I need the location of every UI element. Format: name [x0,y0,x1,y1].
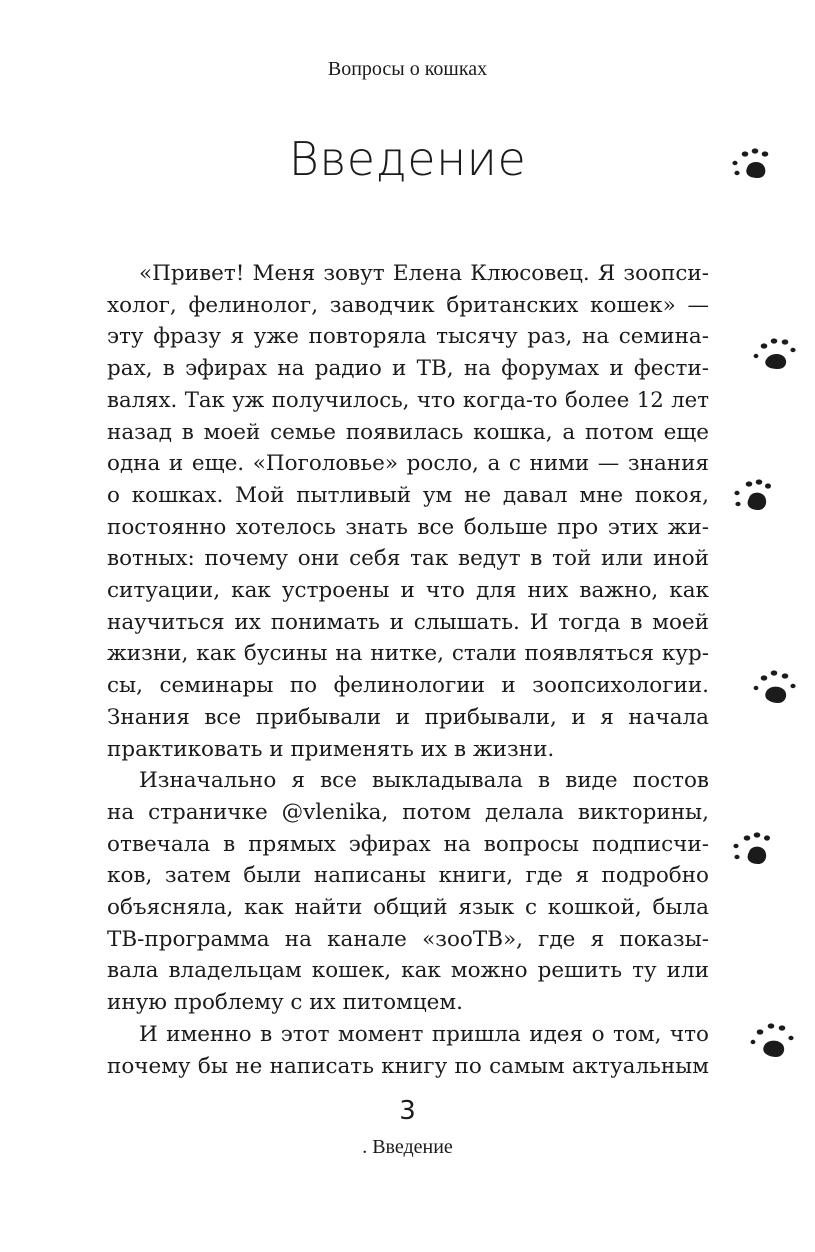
body-line: отвечала в прямых эфирах на вопросы подписчи- [107,831,709,857]
body-line: холог, фелинолог, заводчик британских кошек» — [107,292,709,318]
running-header: Вопросы о кошках [327,58,488,80]
running-footer: . Введение [362,1136,453,1158]
body-line: Знания все прибывали и прибывали, и я начала [107,704,709,730]
body-line: ситуации, как устроены и что для них важно, как [107,578,709,604]
paw-print-icon [750,1022,798,1062]
body-line: ТВ-программа на канале «зооТВ», где я показы- [107,926,709,952]
body-line: иную проблему с их питомцем. [107,990,463,1016]
body-line: вотных: почему они себя так ведут в той или иной [107,546,709,572]
body-text [107,258,709,1082]
paw-print-icon [752,334,800,374]
paw-print-icon [752,668,800,708]
body-line: о кошках. Мой пытливый ум не давал мне покоя, [107,482,709,508]
body-line: валях. Так уж получилось, что когда-то более 12 лет [107,387,709,413]
body-line: И именно в этот момент пришла идея о том, что [139,1021,709,1047]
body-line: «Привет! Меня зовут Елена Клюсовец. Я зоопси- [139,261,709,286]
paw-print-icon [727,830,775,870]
body-line: назад в моей семье появилась кошка, а потом еще [107,419,709,445]
chapter-title: Введение [288,132,527,186]
body-line: сы, семинары по фелинологии и зоопсихологии. [107,673,709,699]
paw-print-icon [727,144,775,184]
body-line: научиться их понимать и слышать. И тогда в моей [107,609,709,635]
body-line: жизни, как бусины на нитке, стали появляться кур- [107,641,709,667]
body-line: эту фразу я уже повторяла тысячу раз, на семина- [107,324,709,350]
body-line: вала владельцам кошек, как можно решить ту или [107,958,709,984]
body-line: ков, затем были написаны книги, где я подробно [107,863,709,889]
page-number: 3 [399,1096,416,1126]
body-line: практиковать и применять их в жизни. [107,736,555,762]
body-line: объясняла, как найти общий язык с кошкой, была [107,895,709,921]
body-line: постоянно хотелось знать все больше про этих жи- [107,514,709,540]
body-line: одна и еще. «Поголовье» росло, а с ними — знания [107,451,709,477]
body-line: на страничке @vlenika, потом делала викторины, [107,799,709,825]
body-line: почему бы не написать книгу по самым актуальным [107,1053,709,1079]
body-line: рах, в эфирах на радио и ТВ, на форумах и фести- [107,356,709,382]
body-line: Изначально я все выкладывала в виде постов [139,768,709,794]
paw-print-icon [727,476,775,516]
